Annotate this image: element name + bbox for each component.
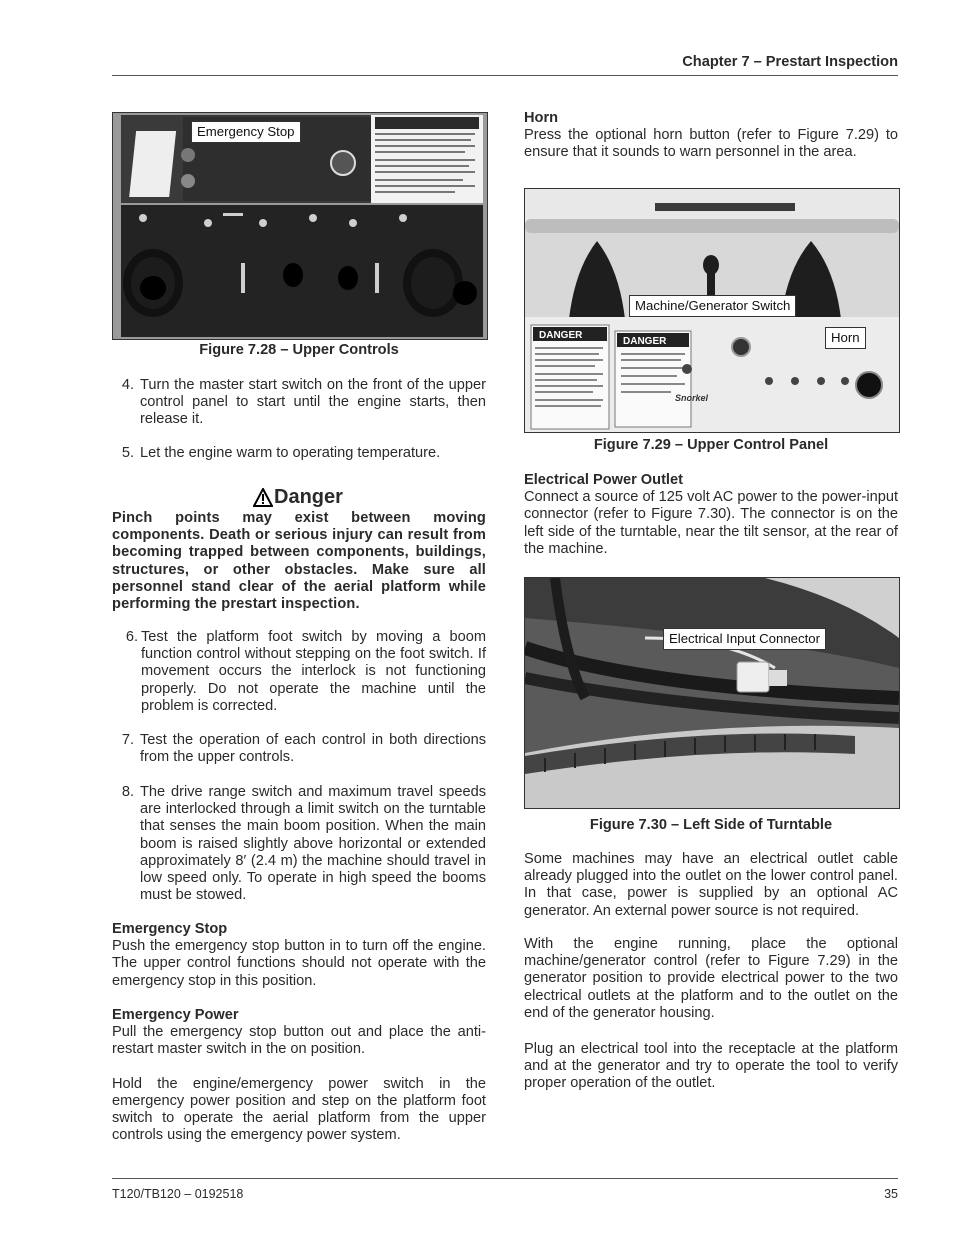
paragraph xyxy=(524,1041,898,1093)
section-heading: Emergency Stop xyxy=(112,921,228,937)
caption-figure-7-29: Figure 7.29 – Upper Control Panel xyxy=(593,437,829,453)
section-emergency-stop xyxy=(112,921,486,990)
caption-figure-7-28: Figure 7.28 – Upper Controls xyxy=(199,342,399,358)
list-item xyxy=(112,445,486,462)
list-item xyxy=(112,732,486,766)
section-text: Push the emergency stop button in to turn off the engine. The upper control functions should not operate with the emergency stop in this position. xyxy=(112,938,486,989)
section-electrical-power-outlet xyxy=(524,472,898,558)
list-item xyxy=(112,377,486,429)
section-emergency-power xyxy=(112,1007,486,1144)
warning-triangle-icon xyxy=(253,488,273,507)
section-text: Hold the engine/emergency power switch in the emergency power position and step on the platform foot switch to operate the aerial platform from the upper controls using the emergency power system. xyxy=(112,1075,486,1144)
callout-machine-generator-switch: Machine/Generator Switch xyxy=(629,295,796,317)
section-horn xyxy=(524,110,898,162)
figure-upper-control-panel xyxy=(524,188,900,433)
paragraph xyxy=(524,851,898,920)
callout-electrical-input-connector: Electrical Input Connector xyxy=(663,628,826,650)
footer-rule xyxy=(112,1178,898,1179)
footer-model: T120/TB120 – 0192518 xyxy=(112,1187,244,1201)
section-text: Connect a source of 125 volt AC power to the power-input connector (refer to Figure 7.30). The connector is on the left side of the turntable, near the tilt sensor, at the rear of the machine. xyxy=(524,489,898,557)
danger-text: Pinch points may exist between moving components. Death or serious injury can result from becoming trapped between components, buildings, structures, or other obstacles. Make sure all personnel stand clear of the aerial platform while performing the prestart inspection. xyxy=(112,510,486,613)
section-heading: Horn xyxy=(524,110,559,126)
step-number: 4. xyxy=(121,377,134,393)
step-number: 6. xyxy=(125,629,138,645)
section-heading: Electrical Power Outlet xyxy=(524,472,683,488)
step-text: Test the platform foot switch by moving a boom function control without stepping on the foot switch. If movement occurs the interlock is not functioning properly. Do not operate the machine until the problem is corrected. xyxy=(141,629,486,714)
danger-title: Danger xyxy=(274,486,343,508)
paragraph-text: Some machines may have an electrical outlet cable already plugged into the outlet on the lower control panel. In that case, power is supplied by an optional AC generator. An external power source is not required. xyxy=(524,851,898,919)
step-text: Let the engine warm to operating temperature. xyxy=(140,445,441,461)
step-text: The drive range switch and maximum travel speeds are interlocked through a limit switch on the turntable that senses the main boom position. When the main boom is raised slightly above horizontal or extended approximately 8′ (2.4 m) the machine should travel in low speed only. To operate in high speed the booms must be stowed. xyxy=(140,784,486,904)
step-number: 8. xyxy=(121,784,134,800)
paragraph-text: Plug an electrical tool into the receptacle at the platform and at the generator and try to operate the tool to verify proper operation of the outlet. xyxy=(524,1041,898,1092)
section-text: Pull the emergency stop button out and place the anti-restart master switch in the on position. xyxy=(112,1024,486,1058)
figure-upper-controls xyxy=(112,112,488,340)
page-number: 35 xyxy=(884,1187,898,1201)
paragraph-text: With the engine running, place the optional machine/generator control (refer to Figure 7.29) in the generator position to provide electrical power to the two electrical outlets at the platform and to the outlet on the end of the generator housing. xyxy=(524,936,898,1021)
callout-horn: Horn xyxy=(825,327,866,349)
danger-heading xyxy=(253,486,343,508)
turntable-photo xyxy=(525,578,899,808)
paragraph xyxy=(524,936,898,1022)
list-item xyxy=(112,629,486,715)
step-number: 5. xyxy=(121,445,134,461)
step-text: Turn the master start switch on the front of the upper control panel to start until the engine starts, then release it. xyxy=(140,377,486,428)
decal-danger-label: DANGER xyxy=(539,330,583,341)
decal-danger-label: DANGER xyxy=(623,336,667,347)
section-heading: Emergency Power xyxy=(112,1007,239,1023)
step-text: Test the operation of each control in both directions from the upper controls. xyxy=(140,732,486,766)
callout-emergency-stop: Emergency Stop xyxy=(191,121,301,143)
section-text: Press the optional horn button (refer to Figure 7.29) to ensure that it sounds to warn personnel in the area. xyxy=(524,127,898,161)
list-item xyxy=(112,784,486,904)
upper-controls-photo xyxy=(113,113,487,339)
decal-brand-label: Snorkel xyxy=(675,393,709,403)
figure-left-side-turntable xyxy=(524,577,900,809)
step-number: 7. xyxy=(121,732,134,748)
header-rule xyxy=(112,75,898,76)
chapter-title: Chapter 7 – Prestart Inspection xyxy=(682,54,898,70)
caption-figure-7-30: Figure 7.30 – Left Side of Turntable xyxy=(589,817,833,833)
